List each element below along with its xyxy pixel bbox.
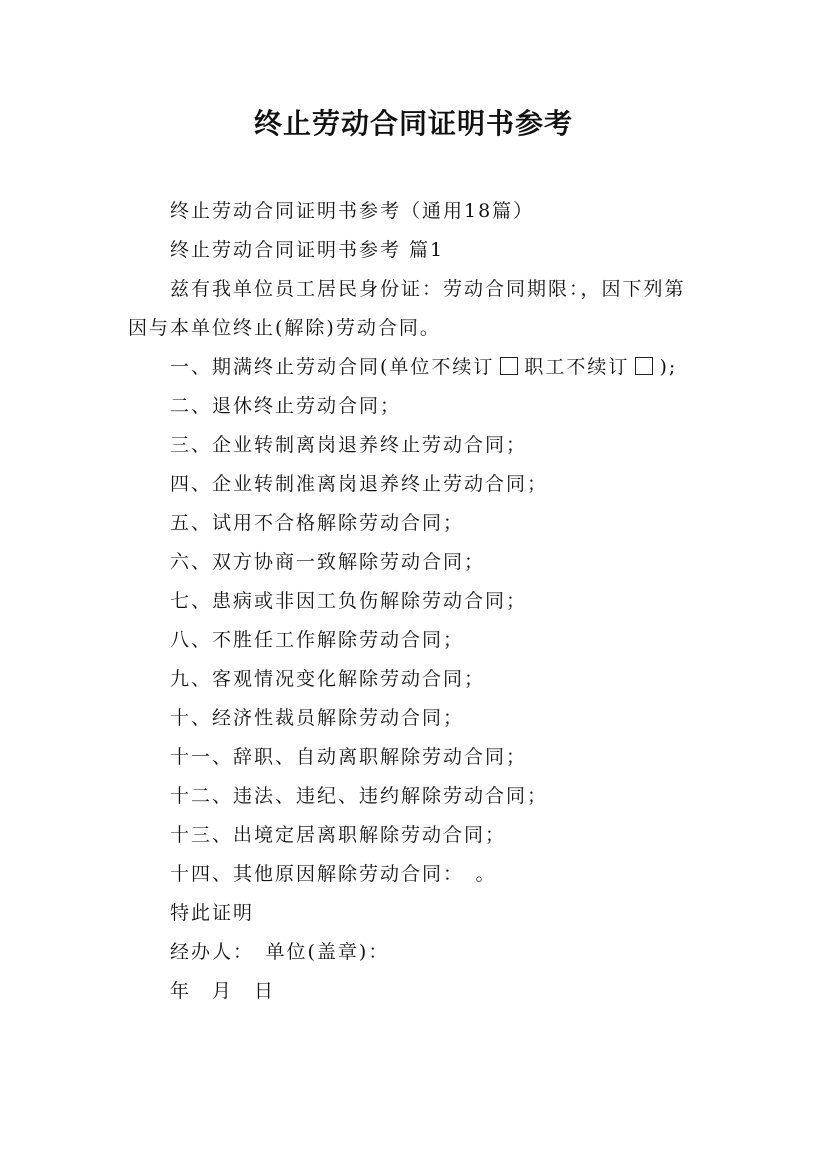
- item-1-text-b: 职工不续订: [524, 356, 630, 378]
- item-1-text-c: );: [659, 356, 678, 378]
- item-1: [128, 348, 702, 387]
- list-item: 五、试用不合格解除劳动合同；: [170, 512, 465, 534]
- list-item: 十、经济性裁员解除劳动合同；: [170, 707, 465, 729]
- checkbox-employer-not-renew[interactable]: [500, 357, 518, 375]
- list-item: 四、企业转制准离岗退养终止劳动合同；: [170, 473, 549, 495]
- list-item: 十三、出境定居离职解除劳动合同；: [170, 824, 507, 846]
- list-item: 九、客观情况变化解除劳动合同；: [170, 668, 486, 690]
- list-item: 十四、其他原因解除劳动合同： 。: [170, 863, 497, 885]
- list-item: 八、不胜任工作解除劳动合同；: [170, 629, 465, 651]
- intro-paragraph: 兹有我单位员工居民身份证：劳动合同期限：，因下列第因与本单位终止(解除)劳动合同。: [128, 278, 686, 339]
- list-item: 六、双方协商一致解除劳动合同；: [170, 551, 486, 573]
- document-body: [128, 192, 702, 1011]
- list-item: 七、患病或非因工负伤解除劳动合同；: [170, 590, 528, 612]
- list-item: 三、企业转制离岗退养终止劳动合同；: [170, 434, 528, 456]
- list-item: 十一、辞职、自动离职解除劳动合同；: [170, 746, 528, 768]
- item-1-text-a: 一、期满终止劳动合同(单位不续订: [170, 356, 495, 378]
- closing-text: 特此证明: [170, 902, 255, 924]
- subtitle: 终止劳动合同证明书参考（通用18篇）: [170, 200, 535, 222]
- signature-line: 经办人： 单位(盖章)：: [170, 941, 390, 963]
- section-heading: 终止劳动合同证明书参考 篇1: [170, 239, 445, 261]
- list-item: 十二、违法、违纪、违约解除劳动合同；: [170, 785, 549, 807]
- list-item: 二、退休终止劳动合同；: [170, 395, 402, 417]
- document-title: 终止劳动合同证明书参考: [253, 107, 573, 140]
- date-line: 年 月 日: [170, 980, 276, 1002]
- checkbox-employee-not-renew[interactable]: [635, 357, 653, 375]
